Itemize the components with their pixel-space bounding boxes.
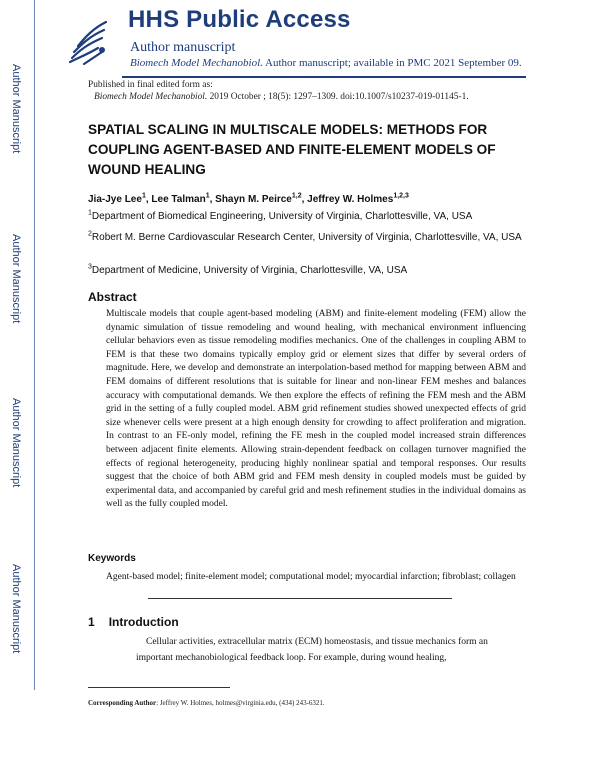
footnote-label: Corresponding Author xyxy=(88,699,157,707)
margin-label-4: Author Manuscript xyxy=(10,564,22,654)
abstract-heading: Abstract xyxy=(88,290,137,304)
footnote-rule xyxy=(88,687,230,688)
affiliation-mark: 1 xyxy=(88,209,92,217)
author-affil: 1,2,3 xyxy=(393,192,409,200)
author-name: Jia-Jye Lee xyxy=(88,194,142,205)
keywords-text: Agent-based model; finite-element model; computational model; myocardial infarction; fibroblast; collagen xyxy=(106,572,516,582)
affiliation xyxy=(88,263,528,278)
author-sep: , xyxy=(209,194,216,205)
introduction-heading xyxy=(88,615,179,629)
section-title: Introduction xyxy=(108,615,179,629)
affiliation-text: Department of Biomedical Engineering, University of Virginia, Charlottesville, VA, USA xyxy=(91,211,473,222)
introduction-text: Cellular activities, extracellular matrix (ECM) homeostasis, and tissue mechanics form an important mechanobiological feedback loop. For example, during wound healing, xyxy=(136,637,488,663)
author-list xyxy=(88,194,409,205)
author-affil: 1,2 xyxy=(291,192,302,200)
author-name: Shayn M. Peirce xyxy=(215,194,292,205)
margin-label-1: Author Manuscript xyxy=(10,64,22,154)
header-rule xyxy=(122,76,526,78)
corresponding-author-footnote xyxy=(88,699,325,707)
author-affil: 1 xyxy=(141,192,146,200)
citation-details: 2019 October ; 18(5): 1297–1309. doi:10.1007/s10237-019-01145-1. xyxy=(207,92,469,102)
citation-journal: Biomech Model Mechanobiol. xyxy=(94,92,208,102)
journal-availability xyxy=(130,57,522,69)
author-sep: , xyxy=(145,194,152,205)
margin-label-3: Author Manuscript xyxy=(10,398,22,488)
author-name: Jeffrey W. Holmes xyxy=(307,194,394,205)
affiliation-mark: 3 xyxy=(88,263,92,271)
affiliation xyxy=(88,209,528,224)
hhs-title: HHS Public Access xyxy=(128,6,351,33)
margin-label-2: Author Manuscript xyxy=(10,234,22,324)
section-number: 1 xyxy=(88,615,95,629)
journal-name: Biomech Model Mechanobiol. xyxy=(130,57,263,69)
keywords-heading: Keywords xyxy=(88,553,136,564)
manuscript-label: Author manuscript xyxy=(130,40,236,55)
published-line: Published in final edited form as: xyxy=(88,80,213,90)
affiliation xyxy=(88,230,528,245)
author-affil: 1 xyxy=(205,192,210,200)
abstract-text: Multiscale models that couple agent-based modeling (ABM) and finite-element modeling (FEM) allow the dynamic simulation of tissue remodeling and wound healing, with mechanical environment influencing cellular behaviors even as tissue remodeling modifies mechanics. One of the challenges in coupling ABM to FEM is that these two domains typically employ grid or element sizes that differ by several orders of magnitude. Here, we develop and demonstrate an interpolation-based method for mapping between ABM and FEM domains of different resolutions that is suitable for linear and non-linear FEM meshes and balances accuracy with computational demands. We then explore the effects of refining the FEM mesh and the ABM grid in the setting of a fully coupled model. ABM grid refinement studies showed unexpected effects of grid size whenever cells were present at a high enough density for crowding to affect proliferation and migration. In contrast to an FE-only model, refining the FE mesh in the coupled model increased strain differences between adjacent finite elements. Allowing strain-dependent feedback on collagen turnover magnified the effects of regional heterogeneity, producing highly nonlinear spatial and temporal responses. Our results suggest that the choice of both ABM grid and FEM mesh density in coupled models must be guided by experimental data, and accompanied by careful grid and mesh refinement studies in the individual domains as well as the fully coupled model. xyxy=(106,309,526,510)
footnote-text: : Jeffrey W. Holmes, holmes@virginia.edu, (434) 243-6321. xyxy=(156,699,325,707)
author-sep: , xyxy=(301,194,308,205)
paper-title: SPATIAL SCALING IN MULTISCALE MODELS: METHODS FOR COUPLING AGENT-BASED AND FINITE-ELEMENT MODELS OF WOUND HEALING xyxy=(88,122,496,177)
margin-divider xyxy=(34,0,35,690)
affiliation-text: Robert M. Berne Cardiovascular Research Center, University of Virginia, Charlottesville, VA, USA xyxy=(91,232,522,243)
affiliation-mark: 2 xyxy=(88,230,92,238)
availability-text: Author manuscript; available in PMC 2021 September 09. xyxy=(262,57,522,69)
keywords-rule xyxy=(148,598,452,599)
hhs-eagle-logo-icon xyxy=(62,14,118,70)
author-name: Lee Talman xyxy=(151,194,206,205)
affiliation-text: Department of Medicine, University of Virginia, Charlottesville, VA, USA xyxy=(91,265,408,276)
citation-line xyxy=(94,92,469,102)
